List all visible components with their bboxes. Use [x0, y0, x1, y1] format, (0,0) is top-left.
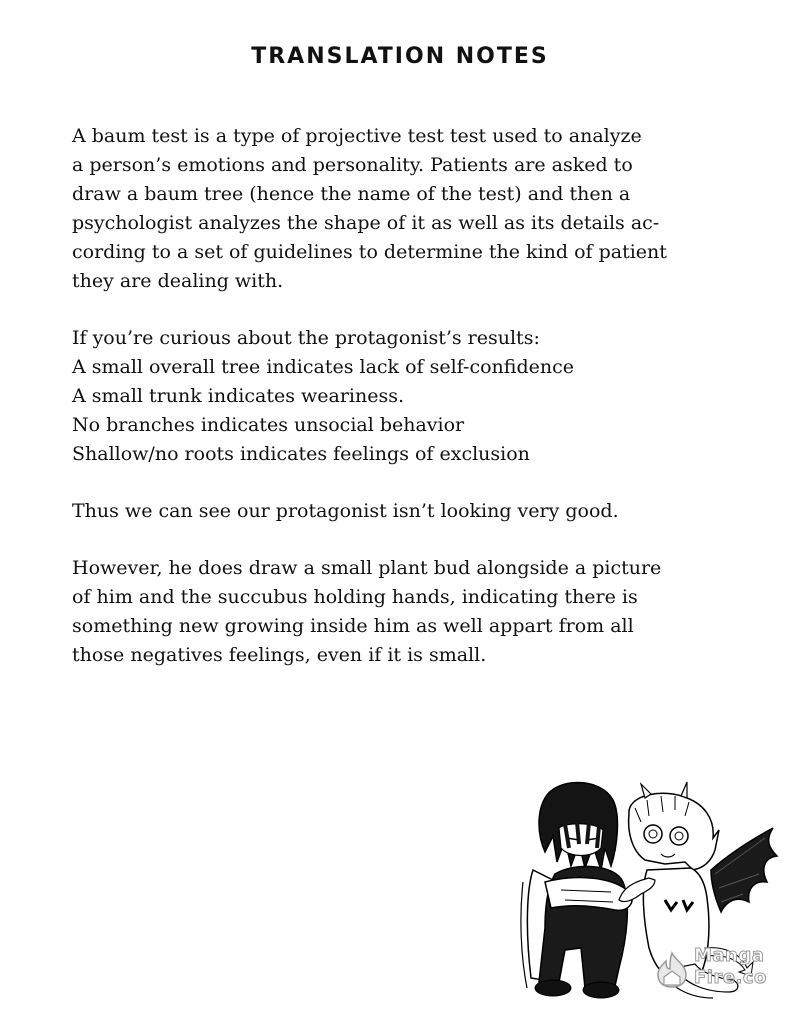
text-line: cording to a set of guidelines to determine the kind of patient: [72, 241, 667, 263]
baum-test-paragraph: [72, 122, 742, 296]
result-item: Shallow/no roots indicates feelings of exclusion: [72, 443, 530, 465]
results-paragraph: [72, 324, 742, 469]
result-item: A small overall tree indicates lack of self-confidence: [72, 356, 574, 378]
text-line: draw a baum tree (hence the name of the test) and then a: [72, 183, 631, 205]
watermark-line-1: Manga: [694, 945, 765, 966]
conclusion-text: Thus we can see our protagonist isn’t looking very good.: [72, 500, 619, 522]
plant-bud-paragraph: [72, 554, 742, 670]
result-item: No branches indicates unsocial behavior: [72, 414, 465, 436]
text-line: psychologist analyzes the shape of it as well as its details ac-: [72, 212, 660, 234]
text-line: those negatives feelings, even if it is small.: [72, 644, 487, 666]
text-line: However, he does draw a small plant bud alongside a picture: [72, 557, 662, 579]
text-line: of him and the succubus holding hands, indicating there is: [72, 586, 638, 608]
text-line: they are dealing with.: [72, 270, 284, 292]
mangafire-logo-icon: [652, 951, 692, 989]
result-item: A small trunk indicates weariness.: [72, 385, 404, 407]
conclusion-paragraph: [72, 497, 742, 526]
text-line: a person’s emotions and personality. Patients are asked to: [72, 154, 633, 176]
results-intro: If you’re curious about the protagonist’s results:: [72, 327, 540, 349]
page-title: TRANSLATION NOTES: [251, 44, 549, 69]
watermark-line-2: Fire.co: [694, 967, 767, 988]
notes-body: [72, 122, 742, 670]
text-line: something new growing inside him as well appart from all: [72, 615, 634, 637]
watermark: [650, 945, 780, 995]
text-line: A baum test is a type of projective test test used to analyze: [72, 125, 642, 147]
